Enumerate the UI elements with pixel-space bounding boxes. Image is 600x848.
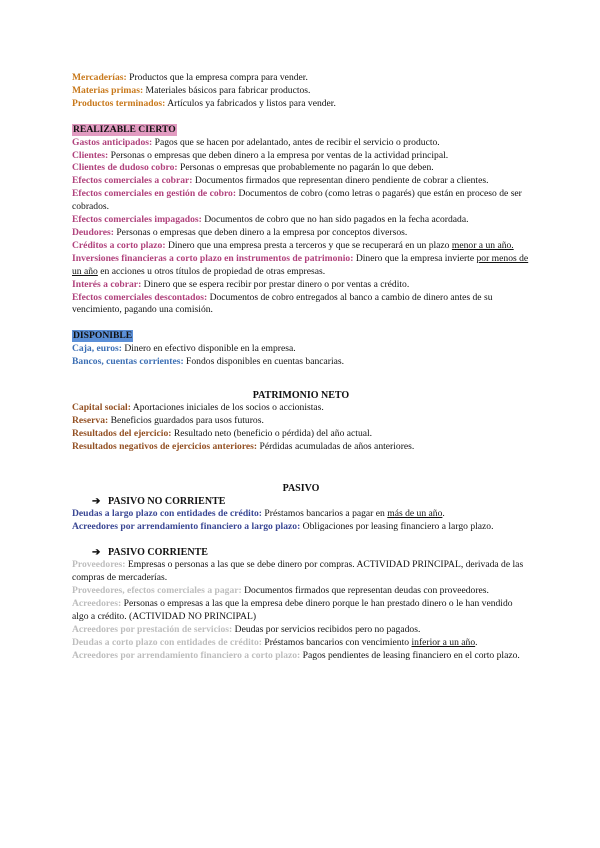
arrow-right-icon: ➔: [92, 495, 101, 507]
term: Deudores:: [72, 226, 114, 238]
term: Materias primas:: [72, 84, 144, 96]
definition: Personas o empresas a las que la empresa debe dinero porque le han prestado dinero o le han vendido algo a crédito. (ACTIVIDAD NO PRINCIPAL): [72, 598, 513, 623]
term: Reserva:: [72, 414, 109, 426]
definition: Aportaciones iniciales de los socios o accionistas.: [132, 402, 324, 414]
document-content: [72, 72, 530, 663]
spacer: [72, 474, 530, 482]
definition: Documentos de cobro (como letras o pagarés) que están en proceso de ser cobrados.: [72, 188, 522, 213]
term: Clientes:: [72, 149, 109, 161]
definition: Documentos de cobro que no han sido pagados en la fecha acordada.: [204, 214, 469, 226]
entry-acreedores-servicios: [72, 624, 530, 637]
entry-deudas-largo-plazo: [72, 508, 530, 521]
definition-continued: .: [442, 507, 445, 519]
term: Acreedores por arrendamiento financiero a corto plazo:: [72, 649, 301, 661]
definition: Dinero que la empresa invierte: [355, 252, 475, 264]
term: Proveedores, efectos comerciales a pagar:: [72, 585, 242, 597]
realizable-heading: REALIZABLE CIERTO: [73, 123, 176, 135]
definition: Resultado neto (beneficio o pérdida) del año actual.: [173, 427, 373, 439]
term: Deudas a largo plazo con entidades de crédito:: [72, 507, 263, 519]
spacer: [72, 454, 530, 474]
term: Acreedores por prestación de servicios:: [72, 624, 233, 635]
term: Créditos a corto plazo:: [72, 239, 166, 251]
subtitle-text: PASIVO CORRIENTE: [108, 547, 208, 559]
definition-underlined: más de un año: [387, 507, 443, 519]
term: Acreedores por arrendamiento financiero a largo plazo:: [72, 520, 301, 532]
entry-deudores: [72, 227, 530, 240]
entry-proveedores-efectos: [72, 585, 530, 598]
entry-productos-terminados: [72, 98, 530, 111]
definition-continued: en acciones u otros títulos de propiedad de otras empresas.: [100, 265, 326, 277]
entry-resultados-ejercicio: [72, 428, 530, 441]
entry-deudas-corto-plazo: [72, 637, 530, 650]
term: Efectos comerciales descontados:: [72, 291, 208, 303]
definition: Dinero en efectivo disponible en la empresa.: [124, 343, 296, 355]
entry-capital-social: [72, 402, 530, 415]
entry-bancos: [72, 356, 530, 369]
definition: Deudas por servicios recibidos pero no pagados.: [234, 624, 421, 635]
term: Productos terminados:: [72, 97, 166, 109]
term: Mercaderías:: [72, 72, 127, 83]
definition: Dinero que se espera recibir por prestar dinero o por ventas a crédito.: [143, 278, 410, 290]
definition-underlined: menor a un año.: [451, 239, 514, 251]
spacer: [72, 111, 530, 124]
entry-reserva: [72, 415, 530, 428]
spacer: [72, 533, 530, 546]
entry-creditos-corto-plazo: [72, 240, 530, 253]
term: Capital social:: [72, 402, 131, 414]
term: Bancos, cuentas corrientes:: [72, 356, 184, 368]
entry-efectos-descontados: [72, 292, 530, 318]
term: Resultados del ejercicio:: [72, 427, 172, 439]
definition: Pérdidas acumuladas de años anteriores.: [259, 440, 415, 452]
term: Interés a cobrar:: [72, 278, 142, 290]
definition: Productos que la empresa compra para vender.: [129, 72, 308, 83]
entry-acreedores: [72, 598, 530, 624]
entry-gastos-anticipados: [72, 137, 530, 150]
realizable-heading-row: [72, 124, 530, 137]
pasivo-corriente-title: [92, 546, 530, 559]
pasivo-no-corriente-title: [92, 495, 530, 508]
term: Inversiones financieras a corto plazo en instrumentos de patrimonio:: [72, 252, 354, 264]
definition-underlined: inferior a un año: [411, 636, 476, 648]
term: Efectos comerciales impagados:: [72, 214, 202, 226]
definition: Personas o empresas que deben dinero a la empresa por conceptos diversos.: [116, 226, 408, 238]
term: Gastos anticipados:: [72, 136, 153, 148]
definition: Obligaciones por leasing financiero a largo plazo.: [302, 520, 494, 532]
term: Resultados negativos de ejercicios anteriores:: [72, 440, 258, 452]
definition: Empresas o personas a las que se debe dinero por compras. ACTIVIDAD PRINCIPAL, derivada de las compras de mercaderías.: [72, 559, 524, 584]
entry-caja: [72, 343, 530, 356]
definition: Dinero que una empresa presta a terceros y que se recuperará en un plazo: [167, 239, 450, 251]
entry-inversiones-financieras: [72, 253, 530, 279]
entry-arrendamiento-corto-plazo: [72, 650, 530, 663]
definition: Fondos disponibles en cuentas bancarias.: [186, 356, 345, 368]
term: Efectos comerciales a cobrar:: [72, 175, 193, 187]
term: Efectos comerciales en gestión de cobro:: [72, 188, 237, 200]
definition: Personas o empresas que probablemente no pagarán lo que deben.: [180, 162, 434, 174]
spacer: [72, 317, 530, 330]
definition-continued: .: [475, 636, 478, 648]
disponible-heading: DISPONIBLE: [73, 330, 133, 342]
definition: Préstamos bancarios con vencimiento: [264, 636, 410, 648]
entry-efectos-impagados: [72, 214, 530, 227]
entry-interes-a-cobrar: [72, 279, 530, 292]
patrimonio-title: PATRIMONIO NETO: [252, 390, 350, 402]
entry-materias-primas: [72, 85, 530, 98]
term: Acreedores:: [72, 598, 122, 610]
entry-arrendamiento-largo-plazo: [72, 521, 530, 534]
term: Caja, euros:: [72, 343, 122, 355]
entry-proveedores: [72, 559, 530, 585]
disponible-heading-row: [72, 330, 530, 343]
definition: Préstamos bancarios a pagar en: [264, 507, 385, 519]
entry-efectos-a-cobrar: [72, 175, 530, 188]
pasivo-title: PASIVO: [282, 482, 320, 494]
definition: Documentos firmados que representan deudas con proveedores.: [244, 585, 489, 597]
definition: Artículos ya fabricados y listos para vender.: [167, 97, 336, 109]
term: Deudas a corto plazo con entidades de crédito:: [72, 636, 262, 648]
definition-underlined: por menos de un año: [72, 252, 529, 277]
entry-efectos-gestion-cobro: [72, 188, 530, 214]
spacer: [72, 369, 530, 389]
definition: Pagos que se hacen por adelantado, antes de recibir el servicio o producto.: [154, 136, 440, 148]
term: Clientes de dudoso cobro:: [72, 162, 178, 174]
entry-clientes-dudoso-cobro: [72, 162, 530, 175]
definition: Documentos de cobro entregados al banco a cambio de dinero antes de su vencimiento, pagando una comisión.: [72, 291, 493, 316]
definition: Personas o empresas que deben dinero a la empresa por ventas de la actividad principal.: [110, 149, 449, 161]
entry-resultados-negativos: [72, 441, 530, 454]
definition: Pagos pendientes de leasing financiero en el corto plazo.: [302, 649, 520, 661]
arrow-right-icon: ➔: [92, 547, 101, 559]
entry-mercaderias: [72, 72, 530, 85]
entry-clientes: [72, 150, 530, 163]
term: Proveedores:: [72, 559, 126, 571]
definition: Documentos firmados que representan dinero pendiente de cobrar a clientes.: [194, 175, 489, 187]
subtitle-text: PASIVO NO CORRIENTE: [108, 495, 226, 507]
definition: Beneficios guardados para usos futuros.: [110, 414, 264, 426]
definition: Materiales básicos para fabricar productos.: [145, 84, 311, 96]
